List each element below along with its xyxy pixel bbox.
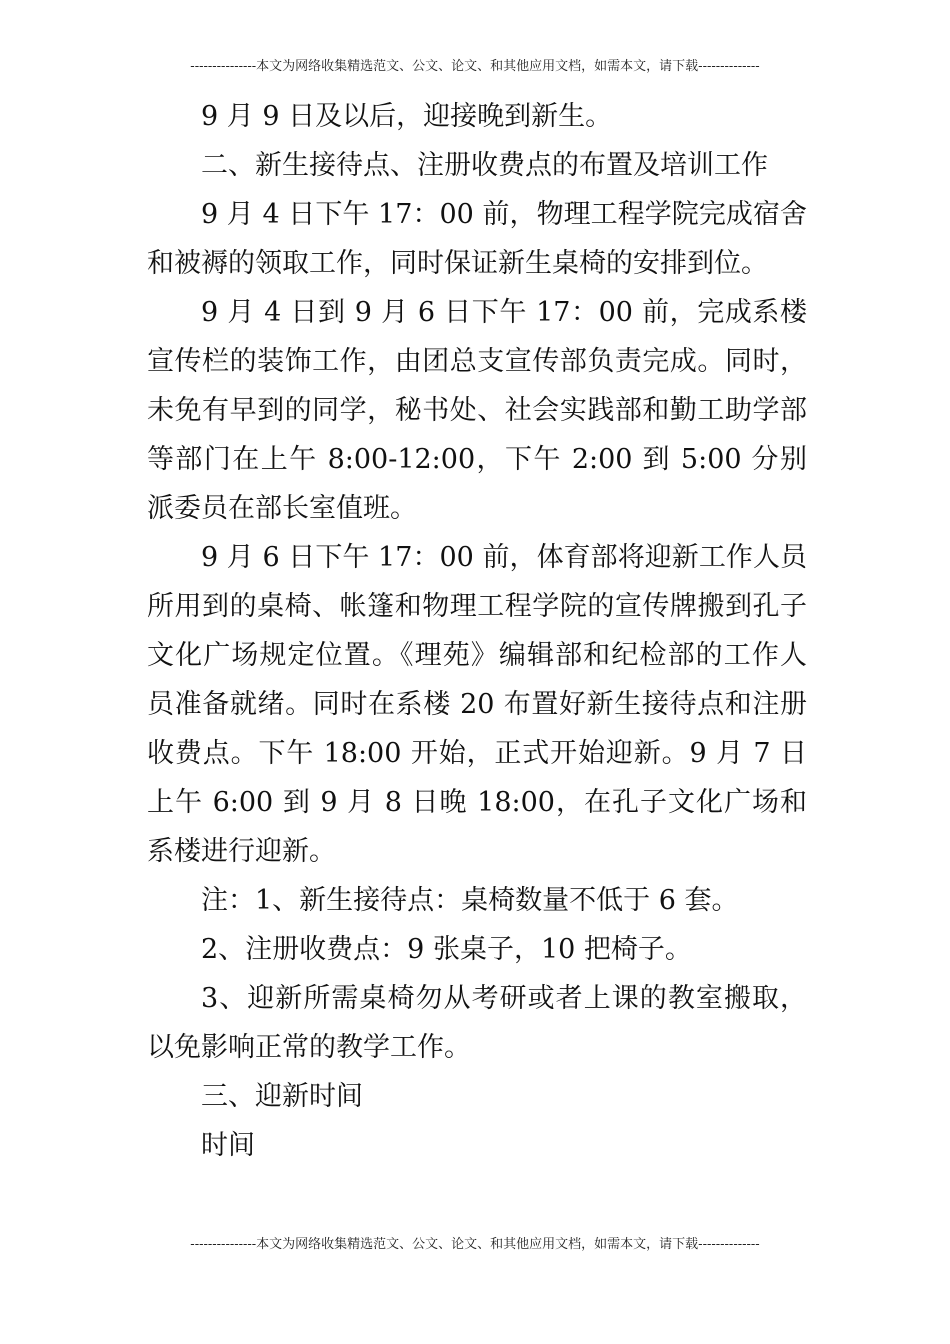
note-1: 注：1、新生接待点：桌椅数量不低于 6 套。: [201, 885, 739, 916]
paragraph-sep-4-to-6: 9 月 4 日到 9 月 6 日下午 17：00 前，完成系楼宣传栏的装饰工作，由团总支宣传部负责完成。同时，未免有早到的同学，秘书处、社会实践部和勤工助学部等部门在上午 8:00-12:00，下午 2:00 到 5:00 分别派委员在部长室值班。: [147, 297, 807, 524]
note-3: 3、迎新所需桌椅勿从考研或者上课的教室搬取，以免影响正常的教学工作。: [147, 983, 807, 1063]
section-heading-2: 二、新生接待点、注册收费点的布置及培训工作: [201, 150, 768, 181]
page-header: ---------------本文为网络收集精选范文、公文、论文、和其他应用文档，如需本文，请下载--------------: [190, 59, 760, 74]
page-footer: ---------------本文为网络收集精选范文、公文、论文、和其他应用文档，如需本文，请下载--------------: [190, 1237, 760, 1252]
paragraph-sep-6: 9 月 6 日下午 17：00 前，体育部将迎新工作人员所用到的桌椅、帐篷和物理工程学院的宣传牌搬到孔子文化广场规定位置。《理苑》编辑部和纪检部的工作人员准备就绪。同时在系楼 20 布置好新生接待点和注册收费点。下午 18:00 开始，正式开始迎新。9 月 7 日上午 6:00 到 9 月 8 日晚 18:00，在孔子文化广场和系楼进行迎新。: [147, 542, 807, 867]
document-body: [147, 92, 807, 1170]
note-2: 2、注册收费点：9 张桌子，10 把椅子。: [201, 934, 692, 965]
section-heading-3: 三、迎新时间: [201, 1081, 363, 1112]
time-label: 时间: [201, 1130, 255, 1161]
paragraph-late-arrivals: 9 月 9 日及以后，迎接晚到新生。: [201, 101, 613, 132]
paragraph-sep-4: 9 月 4 日下午 17：00 前，物理工程学院完成宿舍和被褥的领取工作，同时保证新生桌椅的安排到位。: [147, 199, 807, 279]
